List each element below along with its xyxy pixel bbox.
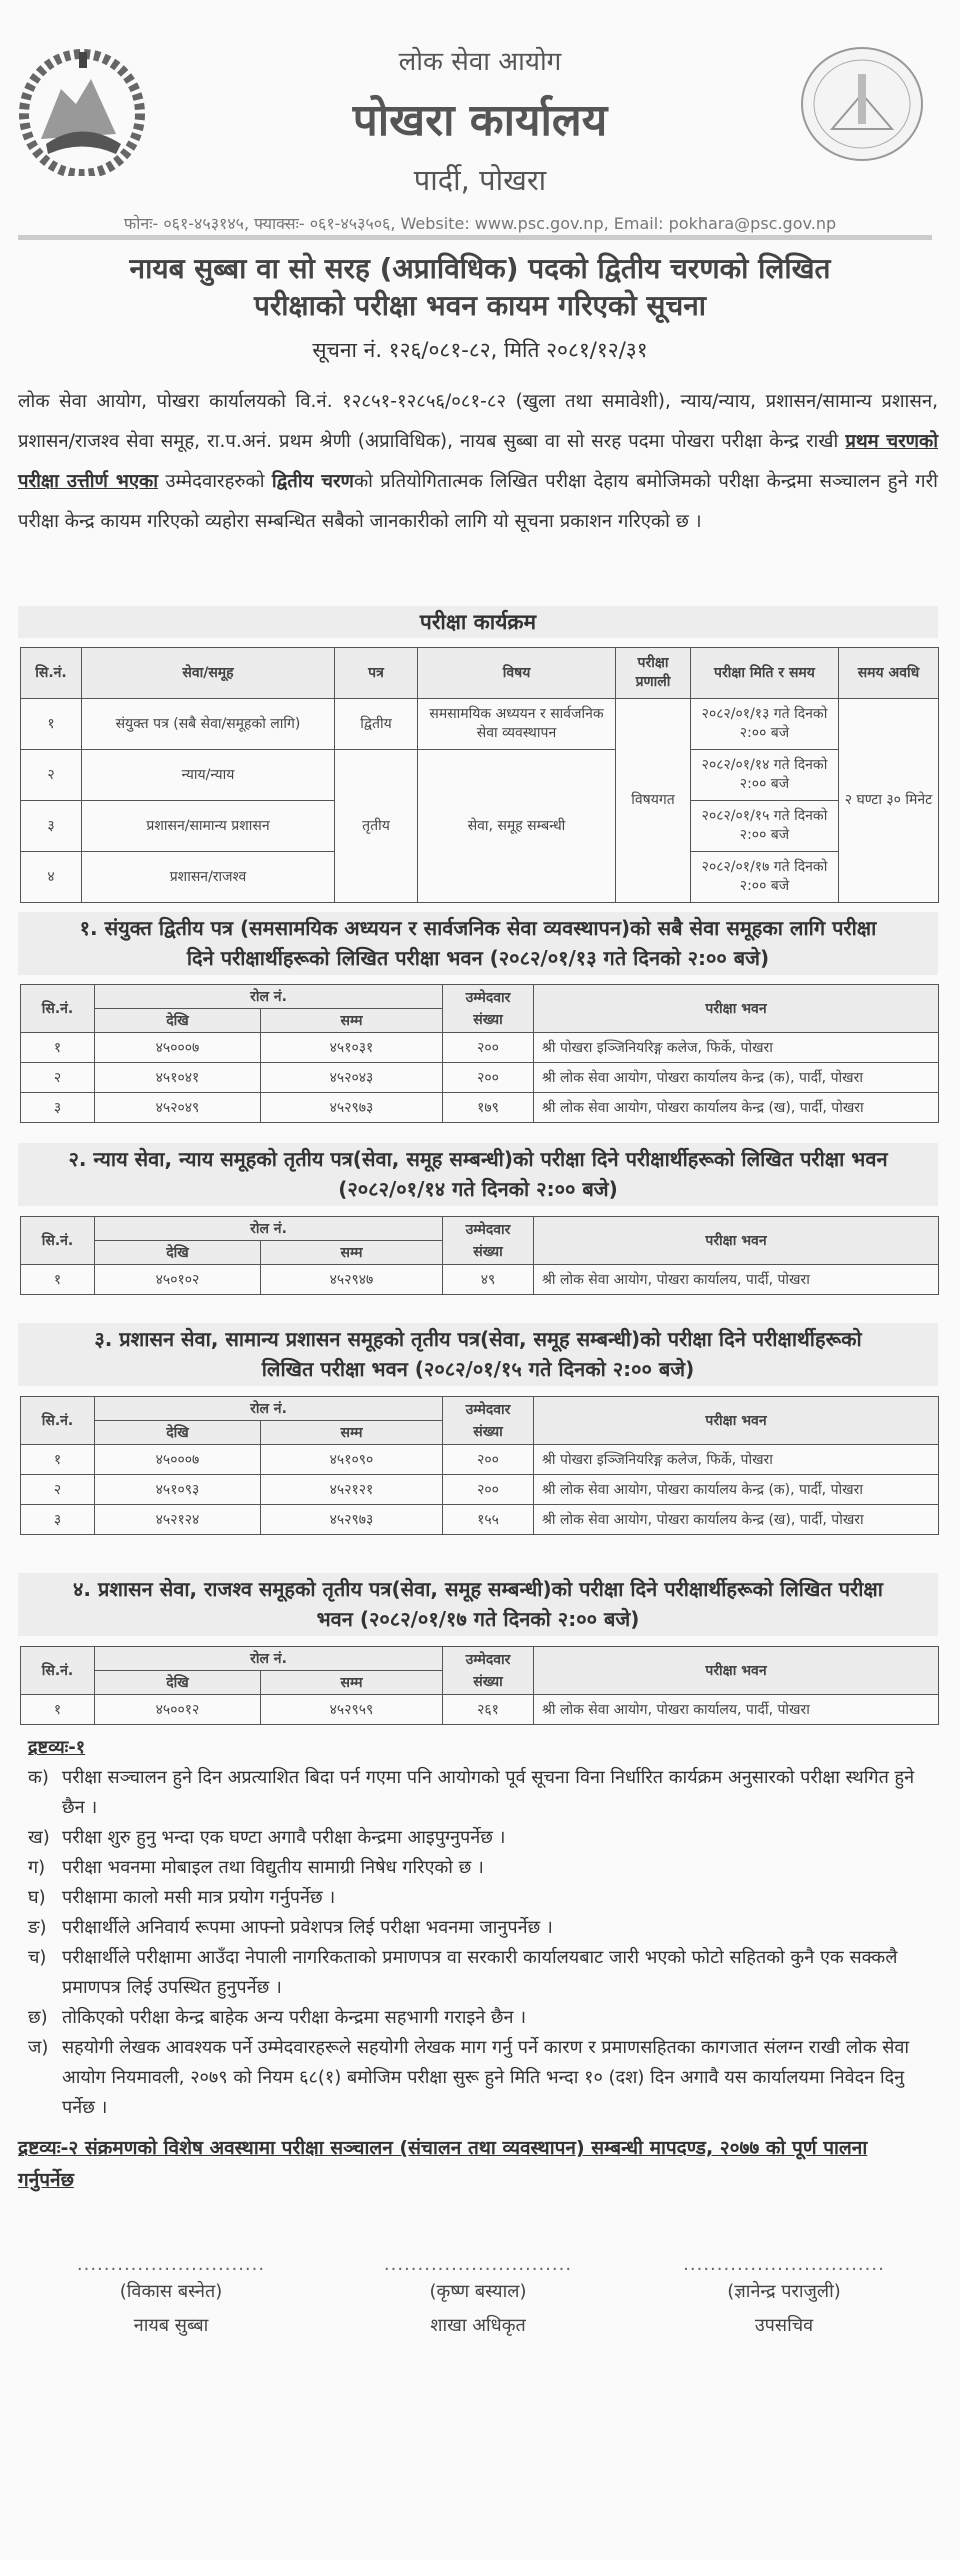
notes-1 bbox=[28, 1733, 940, 2123]
section-title-line2: लिखित परीक्षा भवन (२०८२/०१/१५ गते दिनको २:०० बजे) bbox=[261, 1357, 695, 1381]
cell-roll-to: ४५२०४३ bbox=[261, 1063, 443, 1093]
signatory-name: (ज्ञानेन्द्र पराजुली) bbox=[727, 2281, 841, 2302]
contact-info: फोनः- ०६१-४५३१४५, फ्याक्सः- ०६१-४५३५०६, Website: www.psc.gov.np, Email: pokhara@psc.gov.np bbox=[123, 214, 837, 233]
cell-roll-to: ४५२९७३ bbox=[261, 1505, 443, 1535]
note-item bbox=[28, 1883, 940, 1913]
notes-2: द्रष्टव्यः-२ संक्रमणको विशेष अवस्थामा परीक्षा सञ्चालन (संचालन तथा व्यवस्थापन) सम्बन्धी मापदण्ड, २०७७ को पूर्ण पालना गर्नुपर्नेछ bbox=[18, 2137, 868, 2191]
cell-paper: द्वितीय bbox=[335, 699, 418, 750]
cell-datetime: २०८२/०१/१५ गते दिनको २:०० बजे bbox=[691, 801, 839, 852]
cell-venue: श्री पोखरा इञ्जिनियरिङ्ग कलेज, फिर्के, पोखरा bbox=[534, 1033, 939, 1063]
header-roll: रोल नं. bbox=[95, 1217, 443, 1241]
header-count bbox=[443, 1217, 534, 1265]
note-label: ज) bbox=[28, 2037, 49, 2058]
header-roll: रोल नं. bbox=[95, 1647, 443, 1671]
cell-roll-to: ४५२१२१ bbox=[261, 1475, 443, 1505]
cell-datetime: २०८२/०१/१४ गते दिनको २:०० बजे bbox=[691, 750, 839, 801]
header-service: सेवा/समूह bbox=[82, 648, 335, 699]
table-header-row bbox=[21, 1397, 939, 1421]
header-from: देखि bbox=[95, 1421, 261, 1445]
note-label: ग) bbox=[28, 1857, 46, 1878]
header-subject: विषय bbox=[418, 648, 616, 699]
exam-venue-table bbox=[20, 1646, 939, 1725]
signatory-title: उपसचिव bbox=[754, 2315, 814, 2336]
cell-roll-from: ४५०१०२ bbox=[95, 1265, 261, 1295]
cell-count: २०० bbox=[443, 1475, 534, 1505]
cell-count: २०० bbox=[443, 1063, 534, 1093]
cell-sn: ४ bbox=[21, 852, 82, 903]
organization-name: लोक सेवा आयोग bbox=[398, 47, 562, 77]
exam-venue-table bbox=[20, 1396, 939, 1535]
cell-service: न्याय/न्याय bbox=[82, 750, 335, 801]
table-row bbox=[21, 750, 939, 801]
note-text: तोकिएको परीक्षा केन्द्र बाहेक अन्य परीक्षा केन्द्रमा सहभागी गराइने छैन । bbox=[62, 2007, 527, 2028]
note-text: परीक्षार्थीले अनिवार्य रूपमा आफ्नो प्रवेशपत्र लिई परीक्षा भवनमा जानुपर्नेछ । bbox=[62, 1917, 553, 1938]
cell-duration: २ घण्टा ३० मिनेट bbox=[839, 699, 939, 903]
header-roll: रोल नं. bbox=[95, 985, 443, 1009]
signatory-name: (कृष्ण बस्याल) bbox=[429, 2281, 527, 2302]
intro-emphasis-second-phase: द्वितीय चरण bbox=[271, 471, 354, 492]
note-text: परीक्षा शुरु हुनु भन्दा एक घण्टा अगावै परीक्षा केन्द्रमा आइपुग्नुपर्नेछ । bbox=[62, 1827, 506, 1848]
section-title-bar bbox=[18, 1573, 938, 1636]
section-title-line2: भवन (२०८२/०१/१७ गते दिनको २:०० बजे) bbox=[316, 1607, 640, 1631]
note-label: छ) bbox=[28, 2007, 48, 2028]
table-header-row bbox=[21, 1217, 939, 1241]
cell-roll-from: ४५२१२४ bbox=[95, 1505, 261, 1535]
header-to: सम्म bbox=[261, 1009, 443, 1033]
header-count bbox=[443, 985, 534, 1033]
header-sn: सि.नं. bbox=[21, 648, 82, 699]
header-from: देखि bbox=[95, 1009, 261, 1033]
note-label: ङ) bbox=[28, 1917, 47, 1938]
header-duration: समय अवधि bbox=[839, 648, 939, 699]
header-count-line1: उम्मेदवार bbox=[465, 1401, 511, 1418]
signature-block bbox=[61, 2255, 281, 2343]
cell-venue: श्री लोक सेवा आयोग, पोखरा कार्यालय केन्द्र (क), पार्दी, पोखरा bbox=[534, 1063, 939, 1093]
section-title-line1: १. संयुक्त द्वितीय पत्र (समसामयिक अध्ययन र सार्वजनिक सेवा व्यवस्थापन)को सबै सेवा समूहका लागि परीक्षा bbox=[79, 916, 877, 940]
header-count bbox=[443, 1647, 534, 1695]
cell-venue: श्री लोक सेवा आयोग, पोखरा कार्यालय, पार्दी, पोखरा bbox=[534, 1695, 939, 1725]
header-to: सम्म bbox=[261, 1421, 443, 1445]
cell-roll-to: ४५२९४७ bbox=[261, 1265, 443, 1295]
header-count-line2: संख्या bbox=[473, 1243, 503, 1260]
section-title-line1: ४. प्रशासन सेवा, राजश्व समूहको तृतीय पत्र(सेवा, समूह सम्बन्धी)को परीक्षा दिने परीक्षार्थीहरूको लिखित परीक्षा bbox=[73, 1577, 883, 1601]
header-sn: सि.नं. bbox=[21, 1217, 95, 1265]
cell-roll-to: ४५१०९० bbox=[261, 1445, 443, 1475]
schedule-title: परीक्षा कार्यक्रम bbox=[419, 610, 537, 634]
cell-venue: श्री लोक सेवा आयोग, पोखरा कार्यालय, पार्दी, पोखरा bbox=[534, 1265, 939, 1295]
intro-paragraph bbox=[18, 382, 938, 542]
cell-sn: २ bbox=[21, 750, 82, 801]
header-sn: सि.नं. bbox=[21, 1647, 95, 1695]
section-title-line2: दिने परीक्षार्थीहरूको लिखित परीक्षा भवन (२०८२/०१/१३ गते दिनको २:०० बजे) bbox=[186, 946, 770, 970]
cell-roll-to: ४५२९७३ bbox=[261, 1093, 443, 1123]
table-header-row bbox=[21, 648, 939, 699]
cell-count: २०० bbox=[443, 1445, 534, 1475]
table-header-row bbox=[21, 1647, 939, 1671]
section-title-line1: २. न्याय सेवा, न्याय समूहको तृतीय पत्र(सेवा, समूह सम्बन्धी)को परीक्षा दिने परीक्षार्थीहरूको लिखित परीक्षा भवन bbox=[68, 1147, 888, 1171]
table-row bbox=[21, 1695, 939, 1725]
cell-system: विषयगत bbox=[616, 699, 691, 903]
section-title-line2: (२०८२/०१/१४ गते दिनको २:०० बजे) bbox=[338, 1177, 618, 1201]
notes-1-list bbox=[28, 1763, 940, 2123]
table-row bbox=[21, 1033, 939, 1063]
cell-sn: २ bbox=[21, 1063, 95, 1093]
cell-sn: १ bbox=[21, 1445, 95, 1475]
cell-roll-to: ४५२९५९ bbox=[261, 1695, 443, 1725]
header-sn: सि.नं. bbox=[21, 1397, 95, 1445]
header-venue: परीक्षा भवन bbox=[534, 985, 939, 1033]
cell-roll-from: ४५२०४९ bbox=[95, 1093, 261, 1123]
cell-sn: १ bbox=[21, 699, 82, 750]
cell-subject: समसामयिक अध्ययन र सार्वजनिक सेवा व्यवस्थापन bbox=[418, 699, 616, 750]
cell-roll-from: ४५००१२ bbox=[95, 1695, 261, 1725]
exam-venue-table bbox=[20, 1216, 939, 1295]
cell-venue: श्री लोक सेवा आयोग, पोखरा कार्यालय केन्द्र (ख), पार्दी, पोखरा bbox=[534, 1505, 939, 1535]
note-item bbox=[28, 1853, 940, 1883]
header-roll: रोल नं. bbox=[95, 1397, 443, 1421]
cell-venue: श्री लोक सेवा आयोग, पोखरा कार्यालय केन्द्र (ख), पार्दी, पोखरा bbox=[534, 1093, 939, 1123]
note-label: च) bbox=[28, 1947, 47, 1968]
header-venue: परीक्षा भवन bbox=[534, 1647, 939, 1695]
table-row bbox=[21, 699, 939, 750]
cell-sn: २ bbox=[21, 1475, 95, 1505]
note-item bbox=[28, 2033, 940, 2123]
note-text: परीक्षामा कालो मसी मात्र प्रयोग गर्नुपर्नेछ । bbox=[62, 1887, 336, 1908]
note-item bbox=[28, 1823, 940, 1853]
schedule-title-bar bbox=[18, 606, 938, 638]
cell-roll-from: ४५०००७ bbox=[95, 1445, 261, 1475]
signature-block bbox=[674, 2255, 894, 2343]
notice-number: सूचना नं. १२६/०८१-८२, मिति २०८१/१२/३१ bbox=[312, 338, 648, 362]
header-venue: परीक्षा भवन bbox=[534, 1217, 939, 1265]
note-item bbox=[28, 1763, 940, 1823]
intro-text-1: लोक सेवा आयोग, पोखरा कार्यालयको वि.नं. १२८५१-१२८५६/०८१-८२ (खुला तथा समावेशी), न्याय/न्याय, प्रशासन/सामान्य प्रशासन, प्रशासन/राजश्व सेवा समूह, रा.प.अनं. प्रथम श्रेणी (अप्राविधिक), नायब सुब्बा वा सो सरह पदमा पोखरा परीक्षा केन्द्र राखी bbox=[18, 391, 938, 452]
office-name: पोखरा कार्यालय bbox=[352, 95, 608, 146]
cell-count: २६१ bbox=[443, 1695, 534, 1725]
cell-service: संयुक्त पत्र (सबै सेवा/समूहको लागि) bbox=[82, 699, 335, 750]
header-datetime: परीक्षा मिति र समय bbox=[691, 648, 839, 699]
office-location: पार्दी, पोखरा bbox=[413, 163, 547, 197]
cell-count: १५५ bbox=[443, 1505, 534, 1535]
cell-count: १७९ bbox=[443, 1093, 534, 1123]
section-title-line1: ३. प्रशासन सेवा, सामान्य प्रशासन समूहको तृतीय पत्र(सेवा, समूह सम्बन्धी)को परीक्षा दिने परीक्षार्थीहरूको bbox=[94, 1327, 862, 1351]
cell-venue: श्री लोक सेवा आयोग, पोखरा कार्यालय केन्द्र (क), पार्दी, पोखरा bbox=[534, 1475, 939, 1505]
header-count-line1: उम्मेदवार bbox=[465, 1221, 511, 1238]
section-title-bar bbox=[18, 912, 938, 975]
note-item bbox=[28, 2003, 940, 2033]
header-count-line1: उम्मेदवार bbox=[465, 989, 511, 1006]
note-label: ख) bbox=[28, 1827, 50, 1848]
cell-sn: १ bbox=[21, 1033, 95, 1063]
table-row bbox=[21, 1445, 939, 1475]
header-count-line2: संख्या bbox=[473, 1423, 503, 1440]
section-title-bar bbox=[18, 1323, 938, 1386]
note-item bbox=[28, 1913, 940, 1943]
signature-line: .............................. bbox=[683, 2254, 885, 2275]
signatory-title: नायब सुब्बा bbox=[133, 2315, 209, 2336]
header-venue: परीक्षा भवन bbox=[534, 1397, 939, 1445]
signature-line: ............................ bbox=[383, 2254, 573, 2275]
cell-datetime: २०८२/०१/१३ गते दिनको २:०० बजे bbox=[691, 699, 839, 750]
note-label: घ) bbox=[28, 1887, 46, 1908]
table-row bbox=[21, 1093, 939, 1123]
section-title-bar bbox=[18, 1143, 938, 1206]
header-to: सम्म bbox=[261, 1241, 443, 1265]
notes-1-heading: द्रष्टव्यः-१ bbox=[28, 1737, 86, 1758]
note-item bbox=[28, 1943, 940, 2003]
note-text: परीक्षार्थीले परीक्षामा आउँदा नेपाली नागरिकताको प्रमाणपत्र वा सरकारी कार्यालयबाट जारी भएको फोटो सहितको कुनै एक सक्कलै प्रमाणपत्र लिई उपस्थित हुनुपर्नेछ । bbox=[62, 1947, 898, 1998]
cell-sn: ३ bbox=[21, 801, 82, 852]
cell-sn: ३ bbox=[21, 1093, 95, 1123]
header-count-line2: संख्या bbox=[473, 1011, 503, 1028]
cell-service: प्रशासन/सामान्य प्रशासन bbox=[82, 801, 335, 852]
intro-emphasis-first-phase: प्रथम चरणको परीक्षा उत्तीर्ण भएका bbox=[18, 431, 939, 492]
table-row bbox=[21, 1475, 939, 1505]
header-from: देखि bbox=[95, 1241, 261, 1265]
header-system: परीक्षा प्रणाली bbox=[616, 648, 691, 699]
signature-line: ............................ bbox=[76, 2254, 266, 2275]
cell-sn: १ bbox=[21, 1695, 95, 1725]
cell-count: २०० bbox=[443, 1033, 534, 1063]
cell-roll-from: ४५१०४१ bbox=[95, 1063, 261, 1093]
header-divider bbox=[18, 235, 932, 240]
intro-text-2: उम्मेदवारहरुको bbox=[158, 471, 272, 492]
signatory-name: (विकास बस्नेत) bbox=[119, 2281, 223, 2302]
table-row bbox=[21, 1505, 939, 1535]
note-text: सहयोगी लेखक आवश्यक पर्ने उम्मेदवारहरूले सहयोगी लेखक माग गर्नु पर्ने कारण र प्रमाणसहितका कागजात संलग्न राखी लोक सेवा आयोग नियमावली, २०७९ को नियम ६८(१) बमोजिम परीक्षा सुरू हुने मिति भन्दा १० (दश) दिन अगावै यस कार्यालयमा निवेदन दिनु पर्नेछ । bbox=[62, 2037, 910, 2118]
cell-datetime: २०८२/०१/१७ गते दिनको २:०० बजे bbox=[691, 852, 839, 903]
header-paper: पत्र bbox=[335, 648, 418, 699]
cell-subject: सेवा, समूह सम्बन्धी bbox=[418, 750, 616, 903]
exam-schedule-table bbox=[20, 647, 939, 903]
header-sn: सि.नं. bbox=[21, 985, 95, 1033]
cell-sn: ३ bbox=[21, 1505, 95, 1535]
table-row bbox=[21, 1265, 939, 1295]
cell-roll-from: ४५०००७ bbox=[95, 1033, 261, 1063]
cell-sn: १ bbox=[21, 1265, 95, 1295]
cell-roll-to: ४५१०३१ bbox=[261, 1033, 443, 1063]
signature-block bbox=[368, 2255, 588, 2343]
notice-title-line2: परीक्षाको परीक्षा भवन कायम गरिएको सूचना bbox=[253, 289, 707, 322]
cell-paper: तृतीय bbox=[335, 750, 418, 903]
signatory-title: शाखा अधिकृत bbox=[430, 2315, 526, 2336]
note-label: क) bbox=[28, 1767, 49, 1788]
header-from: देखि bbox=[95, 1671, 261, 1695]
table-header-row bbox=[21, 985, 939, 1009]
cell-service: प्रशासन/राजश्व bbox=[82, 852, 335, 903]
intro-text-3: को प्रतियोगितात्मक लिखित परीक्षा देहाय बमोजिमको परीक्षा केन्द्रमा सञ्चालन हुने गरी परीक्षा केन्द्र कायम गरिएको व्यहोरा सम्बन्धित सबैको जानकारीको लागि यो सूचना प्रकाशन गरिएको छ । bbox=[18, 471, 938, 532]
note-text: परीक्षा भवनमा मोबाइल तथा विद्युतीय सामाग्री निषेध गरिएको छ । bbox=[62, 1857, 484, 1878]
exam-venue-table bbox=[20, 984, 939, 1123]
table-row bbox=[21, 1063, 939, 1093]
cell-roll-from: ४५१०९३ bbox=[95, 1475, 261, 1505]
header-count-line1: उम्मेदवार bbox=[465, 1651, 511, 1668]
header-count bbox=[443, 1397, 534, 1445]
notice-title-line1: नायब सुब्बा वा सो सरह (अप्राविधिक) पदको द्वितीय चरणको लिखित bbox=[129, 252, 831, 285]
header-count-line2: संख्या bbox=[473, 1673, 503, 1690]
note-text: परीक्षा सञ्चालन हुने दिन अप्रत्याशित बिदा पर्न गएमा पनि आयोगको पूर्व सूचना विना निर्धारित कार्यक्रम अनुसारको परीक्षा स्थगित हुने छैन । bbox=[62, 1767, 915, 1818]
cell-venue: श्री पोखरा इञ्जिनियरिङ्ग कलेज, फिर्के, पोखरा bbox=[534, 1445, 939, 1475]
cell-count: ४९ bbox=[443, 1265, 534, 1295]
header-to: सम्म bbox=[261, 1671, 443, 1695]
